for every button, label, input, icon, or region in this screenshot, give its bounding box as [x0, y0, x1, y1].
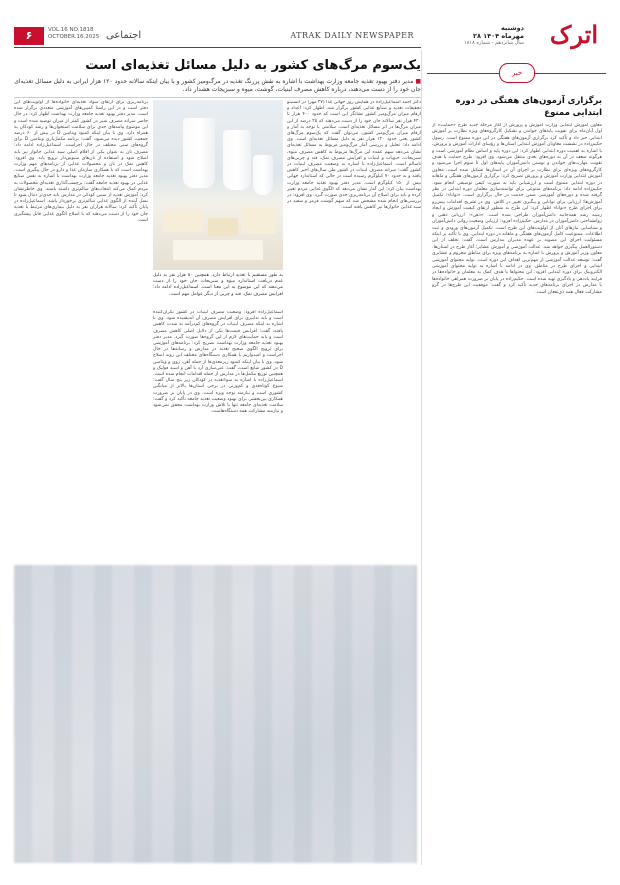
article-column-middle: اسماعیل‌زاده افزود: وضعیت مصرف لبنیات در کشور نگران‌کننده است و باید تدابیری برای افزایش مصرف آن اندیشیده شود. وی با اشاره به اینکه مصرف لبنیات در گروه‌های کم‌درآمد به شدت کاهش یافته، گفت: افزایش قیمت‌ها یکی از دلایل اصلی کاهش مصرف است و باید حمایت‌های لازم از این گروه‌ها صورت گیرد. مدیر دفتر بهبود تغذیه جامعه وزارت بهداشت تصریح کرد: برنامه‌های آموزشی برای ترویج الگوی صحیح تغذیه در مدارس و رسانه‌ها در حال اجراست و امیدواریم با همکاری دستگاه‌های مختلف این روند اصلاح شود. وی با بیان اینکه کمبود ریزمغذی‌ها از جمله آهن، روی و ویتامین D در کشور شایع است، گفت: غنی‌سازی آرد با آهن و اسید فولیک و همچنین توزیع مکمل‌ها در مدارس از جمله اقدامات انجام شده است. اسماعیل‌زاده با اشاره به سوء‌تغذیه در کودکان زیر پنج سال گفت: شیوع کوتاه‌قدی و کم‌وزنی در برخی استان‌ها بالاتر از میانگین کشوری است و نیازمند توجه ویژه است. وی در پایان بر ضرورت همکاری بین‌بخشی برای بهبود وضعیت تغذیه جامعه تأکید کرد و گفت: سلامت تغذیه‌ای جامعه تنها با تلاش وزارت بهداشت محقق نمی‌شود و نیازمند مشارکت همه دستگاه‌هاست. [153, 310, 283, 415]
article-column-right: دکتر احمد اسماعیل‌زاده در همایش روز جهانی غذا (۲۷ مهر) در انستیتو تحقیقات تغذیه و صنایع غذایی کشور برگزار شد، اظهار کرد: اعداد و ارقام میزان مرگ‌ومیر کشور نشانگر این است که حدود ۴۰۰ هزار تا ۴۲۰ هزار نفر سالانه جان خود را از دست می‌دهند که ۲۵ درصد از این میزان مرگ‌ها در اثر مسائل تغذیه‌ای است. سلامتی با توجه به آمار و ارقام میزان مرگ‌ومیر کشور، می‌توان گفت که یک‌سوم مرگ‌های کشور یعنی حدود ۱۲۰ هزار نفر به دلیل مسائل تغذیه‌ای است. وی ادامه داد: تحلیل و بررسی آمار مرگ‌ومیر مربوط به مسائل تغذیه‌ای نشان می‌دهد سهم عمده این مرگ‌ها مربوط به کاهش مصرف میوه، سبزیجات، حبوبات و لبنیات و افزایش مصرف نمک، قند و چربی‌های ناسالم است. اسماعیل‌زاده با اشاره به وضعیت مصرف لبنیات در کشور گفت: سرانه مصرف لبنیات در کشور طی سال‌های اخیر کاهش یافته و به حدود ۷۰ کیلوگرم رسیده است در حالی که استاندارد جهانی بیش از ۱۵۰ کیلوگرم است. مدیر دفتر بهبود تغذیه جامعه وزارت بهداشت بیان کرد: این آمار نشان می‌دهد که الگوی غذایی مردم تغییر کرده و باید برای اصلاح آن برنامه‌ریزی جدی صورت گیرد. وی افزود: در بررسی‌های انجام شده مشخص شد که سهم گوشت قرمز و سفید در سبد غذایی خانوارها نیز کاهش یافته است. [287, 100, 421, 211]
dairy-products-photo [153, 100, 283, 270]
milk-jug-shape [223, 130, 251, 190]
paper-name: ATRAK DAILY NEWSPAPER [290, 31, 414, 40]
date-line: OCTOBER.16.2025 [48, 34, 100, 40]
milk-glass-shape [253, 155, 273, 195]
page-number: ۶ [14, 27, 44, 45]
weekday: دوشنبه [500, 24, 524, 32]
article-column-left: برنامه‌ریزی برای ارتقای سواد تغذیه‌ای خانواده‌ها از اولویت‌های این دفتر است و در این راستا کمپین‌های آموزشی متعددی برگزار شده است. مدیر دفتر بهبود تغذیه جامعه وزارت بهداشت اظهار کرد: در حال حاضر سرانه مصرف شیر در کشور کمتر از میزان توصیه شده است و این موضوع پیامدهای جدی برای سلامت استخوان‌ها و رشد کودکان به همراه دارد. وی با بیان اینکه کمبود ویتامین D در بیش از ۶۰ درصد جمعیت کشور دیده می‌شود، گفت: برنامه مکمل‌یاری ویتامین D برای گروه‌های سنی مختلف در حال اجراست. اسماعیل‌زاده ادامه داد: مصرف نان به عنوان یکی از اقلام اصلی سبد غذایی خانوار نیز باید اصلاح شود و استفاده از نان‌های سبوس‌دار ترویج یابد. وی افزود: کاهش نمک در نان و محصولات غذایی از برنامه‌های مهم وزارت بهداشت است که با همکاری سازمان غذا و دارو در حال پیگیری است. مدیر دفتر بهبود تغذیه جامعه وزارت بهداشت با اشاره به نقش صنایع غذایی در بهبود تغذیه جامعه گفت: برچسب‌گذاری تغذیه‌ای محصولات به مردم کمک می‌کند انتخاب‌های سالم‌تری داشته باشند. وی خاطرنشان کرد: آموزش تغذیه از سنین کودکی در مدارس باید جدی‌تر دنبال شود تا نسل آینده از الگوی غذایی سالم‌تری برخوردار باشد. اسماعیل‌زاده در پایان تأکید کرد: سالانه هزاران نفر به دلیل بیماری‌های مرتبط با تغذیه جان خود را از دست می‌دهند که با اصلاح الگوی غذایی قابل پیشگیری است. [14, 100, 148, 223]
column-divider [421, 50, 422, 865]
lead-bullet-icon: ■ [413, 78, 421, 85]
cheese-shape [241, 208, 275, 234]
lead-divider [14, 97, 421, 98]
advertisement-blurred [14, 565, 417, 863]
section-name: اجتماعی [106, 30, 142, 41]
cheese-shape [173, 240, 263, 260]
article-lead [14, 78, 421, 94]
issue-meta [48, 27, 99, 41]
article-title: یک‌سوم مرگ‌های کشور به دلیل مسائل تغذیه‌ای است [85, 58, 421, 73]
cheese-shape [208, 218, 238, 236]
sidebar-news [427, 55, 606, 865]
persian-date: ۲۸ مهرماه ۱۴۰۴ [472, 32, 524, 40]
cheese-shape [163, 210, 203, 232]
news-badge: خبر [499, 63, 535, 83]
photo-caption: به طور مستقیم با تغذیه ارتباط دارد. همچنین ۸۰ هزار نفر به دلیل عدم دریافت استاندارد میوه و سبزیجات جان خود را از دست می‌دهند که این موضوع به این معنا است. اسماعیل‌زاده ادامه داد: افزایش مصرف نمک، قند و چربی از دیگر عوامل مهم است. [153, 273, 283, 297]
sidebar-body: معاون آموزش ابتدایی وزارت آموزش و پرورش از آغاز مرحله جدید طرح «حمایت» از اول آبان‌ماه برای تقویت پایه‌های خواندن و تشکیل کارگروه‌های ویژه نظارت بر آموزش ابتدایی خبر داد و تأکید کرد برگزاری آزمون‌های هفتگی در این دوره ممنوع است. رسول حکیم‌زاده در نشست معاونان آموزش ابتدایی استان‌ها و رؤسای ادارات آموزش و پرورش، با اشاره به اهمیت دوره ابتدایی اظهار کرد: این دوره پایه و اساس نظام آموزشی است و هرگونه ضعف در آن به دوره‌های بعدی منتقل می‌شود. وی افزود: طرح حمایت با هدف تقویت مهارت‌های خواندن و نوشتن دانش‌آموزان پایه‌های اول تا سوم اجرا می‌شود و کارگروه‌های ویژه‌ای برای نظارت بر اجرای آن در استان‌ها تشکیل شده است. معاون آموزش ابتدایی وزارت آموزش و پرورش تصریح کرد: برگزاری آزمون‌های هفتگی و ماهانه در دوره ابتدایی ممنوع است و ارزشیابی باید به صورت کیفی توصیفی انجام شود. حکیم‌زاده ادامه داد: برنامه‌های متنوعی برای توانمندسازی معلمان دوره ابتدایی در نظر گرفته شده و دوره‌های آموزشی ضمن خدمت در حال برگزاری است. «توانا»: تکمیل آموزش‌ها؛ ارزیابی برای توانایی و پیگیری تغییر در کلاس. وی در تشریح اقدامات پیش‌رو برای اجرای طرح «توانا» اظهار کرد: این طرح به منظور ارتقای کیفیت آموزش و ایجاد زمینه رشد همه‌جانبه دانش‌آموزان طراحی شده است. «ذهن»: ارزیابی ذهنی و روانشناختی دانش‌آموزان در مدارس. حکیم‌زاده افزود: ارزیابی وضعیت روانی دانش‌آموزان و شناسایی نیازهای آنان از اولویت‌های این طرح است. تکمیل آزمون‌های ورودی و ثبت اطلاعات. ممنوعیت کامل آزمون‌های هفتگی و ماهانه در دوره ابتدایی. وی با تأکید بر اینکه مسئولیت اجرای این مصوبه بر عهده مدیران مدارس است، گفت: تخلف از این دستورالعمل پیگیری خواهد شد. عدالت آموزشی و آموزش عشایر؛ آغاز طرح در استان‌ها. معاون وزیر آموزش و پرورش با اشاره به برنامه‌های ویژه برای مناطق محروم و عشایری گفت: توسعه عدالت آموزشی از مهم‌ترین اهداف این دوره است. تولید محتوای آموزشی ابتدایی و اجرای طرح در مناطق. وی در ادامه با اشاره به تولید محتوای آموزشی الکترونیک برای دوره ابتدایی افزود: این محتواها با هدف کمک به معلمان و خانواده‌ها در فرایند یاددهی و یادگیری تهیه شده است. حکیم‌زاده در پایان بر ضرورت همراهی خانواده‌ها با مدارس در اجرای برنامه‌های جدید تأکید کرد و گفت: موفقیت این طرح‌ها در گرو مشارکت فعال همه ذی‌نفعان است. [432, 123, 602, 295]
issue-number: سال شانزدهم - شماره ۱۸۱۸ [464, 40, 524, 46]
header-divider [14, 47, 421, 48]
masthead-date [473, 24, 524, 40]
lead-text: مدیر دفتر بهبود تغذیه جامعه وزارت بهداشت با اشاره به نقش پررنگ تغذیه در مرگ‌ومیر کشور و با بیان اینکه سالانه حدود ۱۲۰ هزار ایرانی به دلیل مسائل تغذیه‌ای جان خود را از دست می‌دهند، درباره کاهش مصرف لبنیات، گوشت، میوه و سبزیجات هشدار داد. [14, 78, 421, 93]
page-header [14, 27, 414, 45]
milk-jug-shape [183, 118, 215, 188]
sidebar-title: برگزاری آزمون‌های هفتگی در دوره ابتدایی ممنوع [455, 96, 602, 118]
newspaper-logo: اترک [549, 20, 598, 49]
volume-line: VOL.16 NO.1818 [48, 27, 94, 33]
